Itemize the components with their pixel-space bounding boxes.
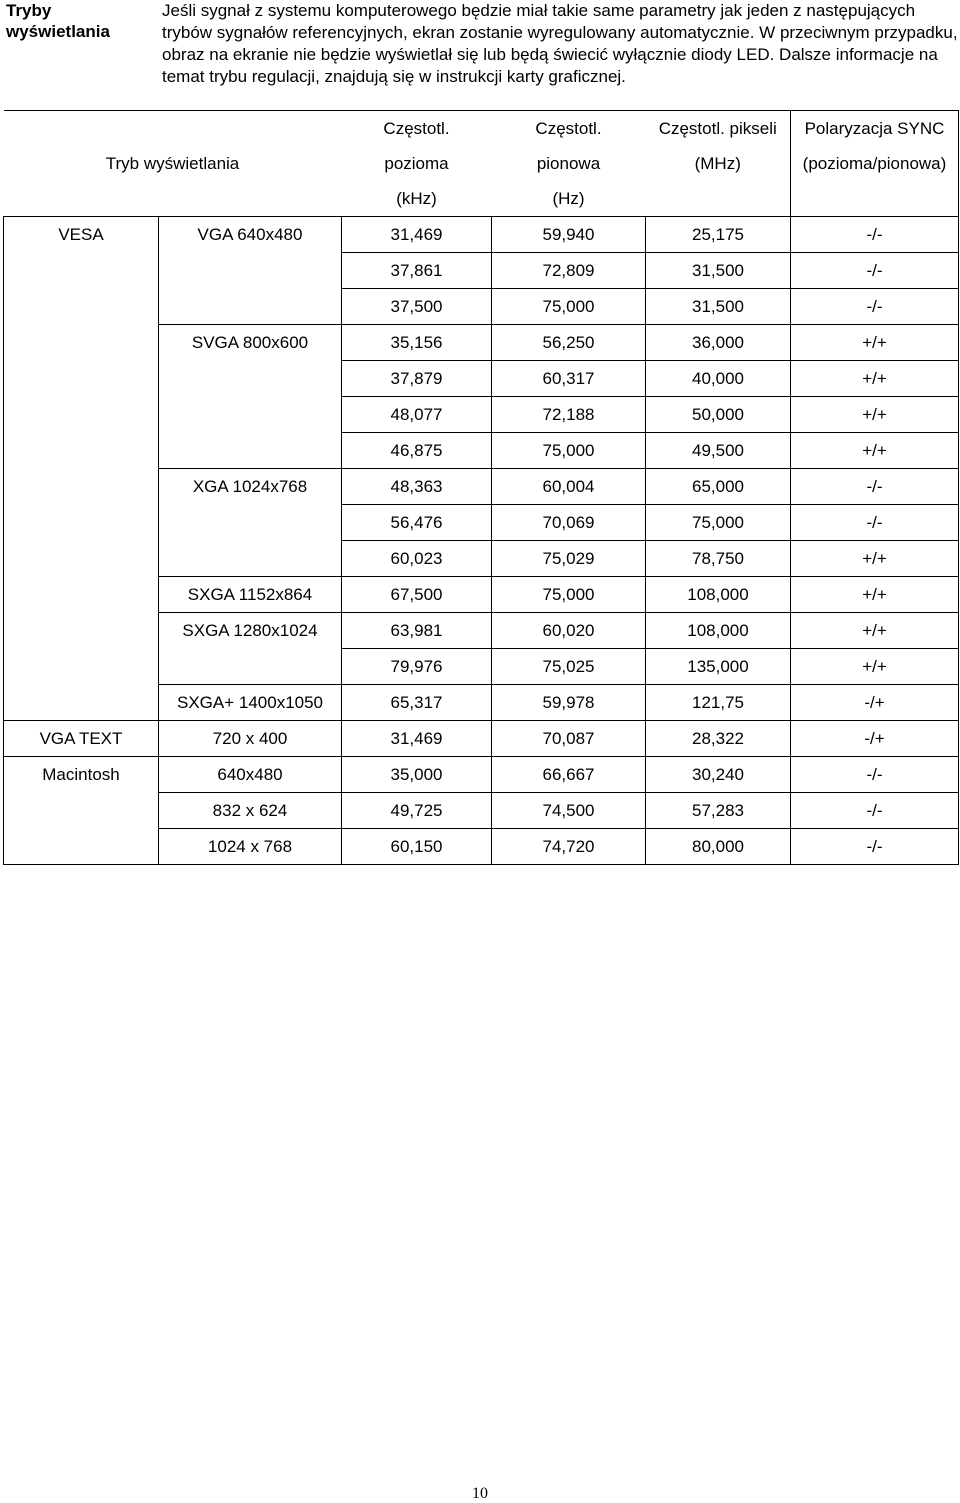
hfreq-cell: 79,976	[342, 649, 492, 685]
mode-cell: SXGA 1280x1024	[159, 613, 342, 649]
hfreq-cell: 35,000	[342, 757, 492, 793]
pixel-cell: 135,000	[646, 649, 791, 685]
pixel-cell: 65,000	[646, 469, 791, 505]
vfreq-cell: 56,250	[492, 325, 646, 361]
pixel-cell: 28,322	[646, 721, 791, 757]
hfreq-cell: 63,981	[342, 613, 492, 649]
vfreq-cell: 70,069	[492, 505, 646, 541]
header-row-1	[4, 111, 959, 147]
mode-cell: 720 x 400	[159, 721, 342, 757]
table-row	[4, 325, 959, 361]
group-cell: VGA TEXT	[4, 721, 159, 757]
hfreq-cell: 48,363	[342, 469, 492, 505]
sync-cell: +/+	[791, 541, 959, 577]
pixel-cell: 30,240	[646, 757, 791, 793]
group-cell	[4, 325, 159, 361]
mode-cell	[159, 505, 342, 541]
header-row-3	[4, 181, 959, 217]
sync-cell: -/-	[791, 505, 959, 541]
table-row	[4, 685, 959, 721]
sync-cell: +/+	[791, 613, 959, 649]
group-cell	[4, 685, 159, 721]
pixel-cell: 40,000	[646, 361, 791, 397]
pixel-cell: 50,000	[646, 397, 791, 433]
section-title: Tryby wyświetlania	[6, 1, 110, 41]
table-row	[4, 505, 959, 541]
sync-cell: -/-	[791, 757, 959, 793]
table-row	[4, 757, 959, 793]
hfreq-cell: 60,023	[342, 541, 492, 577]
pixel-cell: 80,000	[646, 829, 791, 865]
group-cell: VESA	[4, 217, 159, 253]
table-row	[4, 541, 959, 577]
vfreq-cell: 75,025	[492, 649, 646, 685]
table-row	[4, 361, 959, 397]
sync-cell: +/+	[791, 325, 959, 361]
sync-cell: -/-	[791, 253, 959, 289]
hfreq-cell: 31,469	[342, 217, 492, 253]
mode-cell	[159, 361, 342, 397]
mode-cell	[159, 289, 342, 325]
hfreq-cell: 67,500	[342, 577, 492, 613]
vfreq-cell: 75,000	[492, 433, 646, 469]
table-row	[4, 469, 959, 505]
hfreq-header-1: Częstotl.	[342, 111, 492, 147]
sync-cell: +/+	[791, 433, 959, 469]
table-row	[4, 253, 959, 289]
hfreq-cell: 60,150	[342, 829, 492, 865]
sync-cell: +/+	[791, 649, 959, 685]
sync-cell: +/+	[791, 397, 959, 433]
sync-header-2: (pozioma/pionowa)	[791, 146, 959, 181]
sync-cell: -/+	[791, 685, 959, 721]
group-cell	[4, 613, 159, 649]
mode-cell: SVGA 800x600	[159, 325, 342, 361]
sync-cell: -/-	[791, 289, 959, 325]
hfreq-cell: 56,476	[342, 505, 492, 541]
mode-cell: XGA 1024x768	[159, 469, 342, 505]
group-cell	[4, 397, 159, 433]
hfreq-cell: 35,156	[342, 325, 492, 361]
vfreq-cell: 59,978	[492, 685, 646, 721]
pixel-cell: 25,175	[646, 217, 791, 253]
hfreq-cell: 37,500	[342, 289, 492, 325]
hfreq-header-2: pozioma	[384, 153, 449, 173]
pixel-cell: 75,000	[646, 505, 791, 541]
table-row	[4, 217, 959, 253]
mode-cell	[159, 433, 342, 469]
sync-cell: -/-	[791, 217, 959, 253]
table-row	[4, 793, 959, 829]
intro-paragraph: Jeśli sygnał z systemu komputerowego będzie miał takie same parametry jak jeden z następujących trybów sygnałów referencyjnych, ekran zostanie wyregulowany automatycznie. W przeciwnym przypadku, obraz na ekranie nie będzie wyświetlał się lub będą świecić wyłącznie diody LED. Dalsze informacje na temat trybu regulacji, znajdują się w instrukcji karty graficznej.	[162, 1, 958, 86]
page-number: 10	[472, 1485, 488, 1502]
vfreq-cell: 72,809	[492, 253, 646, 289]
vfreq-cell: 74,720	[492, 829, 646, 865]
pixel-cell: 49,500	[646, 433, 791, 469]
table-row	[4, 829, 959, 865]
hfreq-header-3: (kHz)	[396, 188, 437, 208]
vfreq-cell: 75,000	[492, 577, 646, 613]
pixel-header-1: Częstotl. pikseli	[646, 111, 791, 147]
vfreq-header-3: (Hz)	[552, 188, 585, 208]
vfreq-header-1: Częstotl.	[492, 111, 646, 147]
mode-cell: VGA 640x480	[159, 217, 342, 253]
group-cell	[4, 253, 159, 289]
table-row	[4, 289, 959, 325]
header-row-2	[4, 146, 959, 181]
hfreq-cell: 46,875	[342, 433, 492, 469]
sync-cell: +/+	[791, 361, 959, 397]
table-row	[4, 649, 959, 685]
vfreq-cell: 60,004	[492, 469, 646, 505]
mode-cell: SXGA 1152x864	[159, 577, 342, 613]
pixel-cell: 36,000	[646, 325, 791, 361]
vfreq-cell: 72,188	[492, 397, 646, 433]
hfreq-cell: 37,879	[342, 361, 492, 397]
vfreq-cell: 75,000	[492, 289, 646, 325]
group-cell	[4, 289, 159, 325]
sync-cell: -/-	[791, 793, 959, 829]
group-cell	[4, 829, 159, 865]
vfreq-cell: 59,940	[492, 217, 646, 253]
group-cell: Macintosh	[4, 757, 159, 793]
mode-cell	[159, 541, 342, 577]
vfreq-cell: 66,667	[492, 757, 646, 793]
hfreq-cell: 49,725	[342, 793, 492, 829]
group-cell	[4, 433, 159, 469]
vfreq-cell: 60,317	[492, 361, 646, 397]
vfreq-cell: 70,087	[492, 721, 646, 757]
sync-cell: +/+	[791, 577, 959, 613]
pixel-cell: 108,000	[646, 577, 791, 613]
table-row	[4, 397, 959, 433]
vfreq-cell: 74,500	[492, 793, 646, 829]
group-cell	[4, 793, 159, 829]
pixel-cell: 57,283	[646, 793, 791, 829]
mode-cell: 832 x 624	[159, 793, 342, 829]
group-cell	[4, 505, 159, 541]
vfreq-cell: 60,020	[492, 613, 646, 649]
vfreq-cell: 75,029	[492, 541, 646, 577]
pixel-header-2: (MHz)	[694, 153, 741, 173]
hfreq-cell: 48,077	[342, 397, 492, 433]
vfreq-header-2: pionowa	[536, 153, 601, 173]
pixel-cell: 108,000	[646, 613, 791, 649]
table-row	[4, 577, 959, 613]
pixel-cell: 31,500	[646, 253, 791, 289]
group-cell	[4, 649, 159, 685]
mode-header: Tryb wyświetlania	[105, 153, 240, 173]
group-cell	[4, 469, 159, 505]
pixel-cell: 121,75	[646, 685, 791, 721]
table-row	[4, 613, 959, 649]
mode-cell	[159, 397, 342, 433]
mode-cell: 640x480	[159, 757, 342, 793]
pixel-cell: 78,750	[646, 541, 791, 577]
mode-cell	[159, 649, 342, 685]
sync-cell: -/+	[791, 721, 959, 757]
table-row	[4, 721, 959, 757]
mode-cell: SXGA+ 1400x1050	[159, 685, 342, 721]
sync-header-1: Polaryzacja SYNC	[791, 111, 959, 147]
mode-cell	[159, 253, 342, 289]
display-modes-table	[3, 110, 959, 865]
hfreq-cell: 31,469	[342, 721, 492, 757]
group-cell	[4, 361, 159, 397]
hfreq-cell: 37,861	[342, 253, 492, 289]
sync-cell: -/-	[791, 829, 959, 865]
table-row	[4, 433, 959, 469]
pixel-cell: 31,500	[646, 289, 791, 325]
hfreq-cell: 65,317	[342, 685, 492, 721]
group-cell	[4, 541, 159, 577]
sync-cell: -/-	[791, 469, 959, 505]
group-cell	[4, 577, 159, 613]
mode-cell: 1024 x 768	[159, 829, 342, 865]
